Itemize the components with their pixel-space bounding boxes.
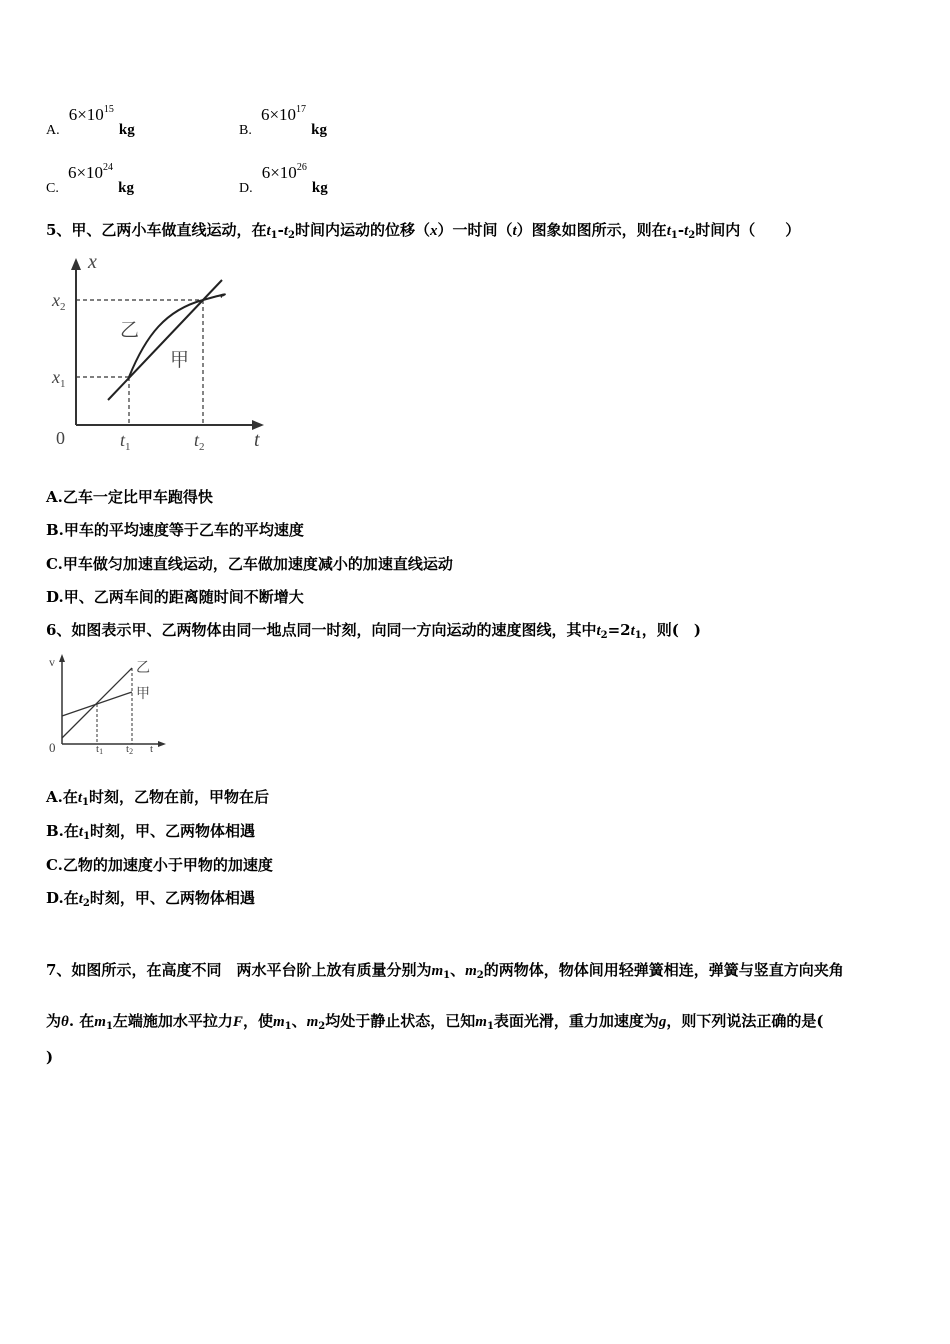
subscript: 2 bbox=[600, 630, 608, 641]
option-exponent: 15 bbox=[103, 104, 114, 115]
option-text: 时刻，乙物在前，甲物在后 bbox=[89, 788, 270, 806]
var-x: x bbox=[429, 223, 438, 239]
option-exponent: 24 bbox=[103, 162, 114, 173]
yi-line-label: 乙 bbox=[136, 661, 150, 676]
q6-stem bbox=[46, 620, 701, 646]
subscript: 1 bbox=[83, 831, 91, 842]
q7-text: 均处于静止状态，已知 bbox=[325, 1012, 476, 1030]
q7-text: . 在 bbox=[68, 1012, 95, 1030]
var-t: t bbox=[77, 790, 83, 806]
t1-label: $t_1$ bbox=[120, 430, 131, 453]
q5-text: ）一时间（ bbox=[437, 221, 513, 239]
subscript: 1 bbox=[270, 230, 278, 241]
option-text: 时刻，甲、乙两物体相遇 bbox=[89, 889, 255, 907]
option-text: B.在 bbox=[46, 822, 79, 840]
t2-label: t2 bbox=[126, 743, 134, 756]
q5-option-c: C.甲车做匀加速直线运动，乙车做加速度减小的加速直线运动 bbox=[46, 555, 453, 573]
subscript: 1 bbox=[634, 630, 642, 641]
x1-label: $x_1$ bbox=[52, 367, 66, 390]
subscript: 1 bbox=[82, 797, 90, 808]
q6-option-c bbox=[46, 855, 273, 875]
var-t: t bbox=[666, 223, 671, 239]
var-t: t bbox=[630, 623, 635, 639]
subscript: 2 bbox=[82, 898, 90, 909]
var-t: t bbox=[78, 824, 84, 840]
option-value: 6×10 bbox=[260, 105, 297, 124]
option-letter: C. bbox=[46, 181, 59, 196]
q7-stem-line1 bbox=[46, 960, 844, 986]
option-exponent: 26 bbox=[296, 162, 307, 173]
var-t: t bbox=[684, 223, 689, 239]
q7-text: ，则下列说法正确的是( bbox=[666, 1012, 824, 1030]
q5-option-d: D.甲、乙两车间的距离随时间不断增大 bbox=[46, 588, 304, 606]
subscript: 2 bbox=[288, 230, 295, 241]
jia-line-label: 甲 bbox=[170, 350, 190, 371]
q4-option-d bbox=[239, 162, 328, 196]
x-axis-label: x bbox=[88, 251, 97, 273]
option-letter: A. bbox=[46, 123, 60, 138]
var-t: t bbox=[78, 891, 83, 907]
var-t: t bbox=[266, 223, 271, 239]
q6-text: ，则( ) bbox=[641, 621, 701, 639]
option-value: 6×10 bbox=[67, 163, 104, 182]
t-axis-label: t bbox=[254, 429, 260, 451]
subscript: 2 bbox=[688, 230, 696, 241]
option-text: D.在 bbox=[46, 889, 79, 907]
x2-label: $x_2$ bbox=[52, 290, 66, 313]
jia-line-label: 甲 bbox=[136, 687, 150, 702]
q5-xt-graph bbox=[46, 250, 276, 460]
origin-label: 0 bbox=[56, 428, 65, 448]
option-text: C.乙物的加速度小于甲物的加速度 bbox=[46, 856, 273, 874]
t-axis-label: t bbox=[150, 743, 154, 755]
origin-label: 0 bbox=[49, 740, 56, 755]
q7-text: 、 bbox=[450, 961, 466, 979]
subscript: 1 bbox=[486, 1021, 494, 1032]
yi-curve-label: 乙 bbox=[120, 320, 140, 341]
t2-label: $t_2$ bbox=[194, 430, 205, 453]
var-t: t bbox=[512, 223, 517, 239]
q7-text: 为 bbox=[46, 1012, 62, 1030]
dash: - bbox=[677, 221, 685, 239]
option-letter: D. bbox=[239, 181, 253, 196]
subscript: 1 bbox=[105, 1021, 113, 1032]
var-m: m bbox=[94, 1014, 106, 1030]
q5-option-a: A.乙车一定比甲车跑得快 bbox=[46, 488, 213, 506]
x-axis-arrow bbox=[71, 258, 81, 270]
q6-option-d bbox=[46, 888, 255, 914]
var-theta: θ bbox=[61, 1014, 69, 1030]
subscript: 1 bbox=[670, 230, 678, 241]
q7-text: 7、如图所示，在高度不同 两水平台阶上放有质量分别为 bbox=[46, 961, 432, 979]
option-unit: kg bbox=[118, 122, 135, 138]
v-axis-label: v bbox=[49, 655, 55, 669]
option-exponent: 17 bbox=[296, 104, 307, 115]
subscript: 2 bbox=[318, 1021, 326, 1032]
option-value: 6×10 bbox=[68, 105, 104, 124]
q7-stem-line2 bbox=[46, 1011, 824, 1037]
var-m: m bbox=[475, 1014, 487, 1030]
q4-option-c bbox=[46, 162, 134, 196]
q4-option-a bbox=[46, 104, 135, 138]
option-letter: B. bbox=[239, 123, 252, 138]
q5-text: 时间内（ ） bbox=[695, 221, 801, 239]
yi-line bbox=[62, 668, 132, 738]
option-unit: kg bbox=[311, 180, 328, 196]
q7-text: 的两物体，物体间用轻弹簧相连，弹簧与竖直方向夹角 bbox=[483, 961, 844, 979]
var-t: t bbox=[596, 623, 601, 639]
option-text: 时刻，甲、乙两物体相遇 bbox=[90, 822, 256, 840]
q5-stem bbox=[46, 220, 800, 246]
var-m: m bbox=[272, 1014, 285, 1030]
var-m: m bbox=[306, 1014, 319, 1030]
dash: - bbox=[277, 221, 284, 239]
option-unit: kg bbox=[118, 180, 134, 196]
q7-text: ，使 bbox=[242, 1012, 273, 1030]
var-m: m bbox=[431, 963, 444, 979]
var-f: F bbox=[232, 1014, 243, 1030]
subscript: 2 bbox=[476, 970, 484, 981]
var-t: t bbox=[283, 223, 288, 239]
q7-text: 左端施加水平拉力 bbox=[112, 1012, 233, 1030]
option-text: A.在 bbox=[46, 788, 78, 806]
q7-stem-line3: ) bbox=[46, 1048, 54, 1066]
q5-text: 时间内运动的位移（ bbox=[294, 221, 430, 239]
t-axis-arrow bbox=[158, 741, 166, 747]
q7-text: 表面光滑，重力加速度为 bbox=[493, 1012, 659, 1030]
q6-text: 6、如图表示甲、乙两物体由同一地点同一时刻，向同一方向运动的速度图线，其中 bbox=[46, 621, 597, 639]
q5-option-b: B.甲车的平均速度等于乙车的平均速度 bbox=[46, 521, 304, 539]
q6-text: =2 bbox=[607, 621, 631, 639]
q6-option-a bbox=[46, 787, 269, 813]
var-g: g bbox=[658, 1014, 667, 1030]
q5-text: ）图象如图所示，则在 bbox=[516, 221, 667, 239]
q5-text: 5、甲、乙两小车做直线运动，在 bbox=[46, 221, 267, 239]
q6-vt-graph bbox=[46, 650, 171, 758]
q4-option-b bbox=[239, 104, 327, 138]
subscript: 1 bbox=[284, 1021, 292, 1032]
v-axis-arrow bbox=[59, 654, 65, 662]
subscript: 1 bbox=[443, 970, 451, 981]
var-m: m bbox=[465, 963, 477, 979]
option-value: 6×10 bbox=[261, 163, 297, 182]
q6-option-b bbox=[46, 821, 255, 847]
option-unit: kg bbox=[311, 122, 327, 138]
q7-text: 、 bbox=[291, 1012, 307, 1030]
t1-label: t1 bbox=[96, 743, 104, 756]
